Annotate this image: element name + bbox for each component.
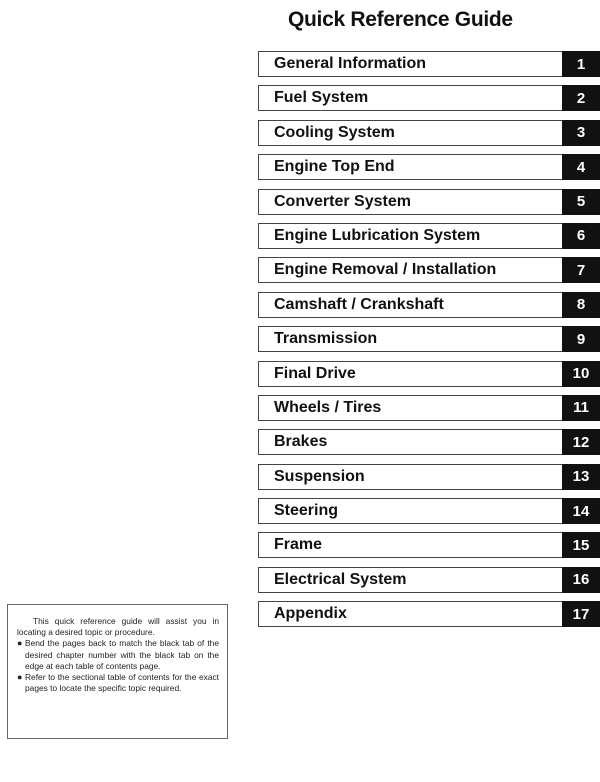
chapter-tab-number: 11 xyxy=(562,395,600,421)
chapter-row-final-drive[interactable] xyxy=(258,361,600,387)
chapter-label: Appendix xyxy=(258,601,562,627)
chapter-row-steering[interactable] xyxy=(258,498,600,524)
chapter-row-suspension[interactable] xyxy=(258,464,600,490)
usage-note-bullet xyxy=(17,672,219,694)
usage-note-bullet-text: Bend the pages back to match the black tab of the desired chapter number with the black tab on the edge at each table of contents page. xyxy=(25,638,219,671)
usage-note-intro: This quick reference guide will assist you in locating a desired topic or procedure. xyxy=(17,616,219,638)
chapter-tab-number: 16 xyxy=(562,567,600,593)
chapter-tab-number: 1 xyxy=(562,51,600,77)
chapter-row-wheels-tires[interactable] xyxy=(258,395,600,421)
chapter-tab-number: 12 xyxy=(562,429,600,455)
chapter-row-engine-lubrication-system[interactable] xyxy=(258,223,600,249)
chapter-label: Cooling System xyxy=(258,120,562,146)
chapter-tab-number: 17 xyxy=(562,601,600,627)
chapter-row-general-information[interactable] xyxy=(258,51,600,77)
chapter-label: Final Drive xyxy=(258,361,562,387)
chapter-row-cooling-system[interactable] xyxy=(258,120,600,146)
chapter-tab-number: 14 xyxy=(562,498,600,524)
bullet-icon: ● xyxy=(17,638,23,649)
chapter-label: Engine Removal / Installation xyxy=(258,257,562,283)
chapter-label: Frame xyxy=(258,532,562,558)
chapter-tab-number: 8 xyxy=(562,292,600,318)
chapter-row-fuel-system[interactable] xyxy=(258,85,600,111)
chapter-row-electrical-system[interactable] xyxy=(258,567,600,593)
chapter-label: Engine Lubrication System xyxy=(258,223,562,249)
chapter-label: Brakes xyxy=(258,429,562,455)
chapter-tab-number: 3 xyxy=(562,120,600,146)
chapter-row-converter-system[interactable] xyxy=(258,189,600,215)
chapter-tab-number: 13 xyxy=(562,464,600,490)
chapter-tab-number: 7 xyxy=(562,257,600,283)
chapter-row-appendix[interactable] xyxy=(258,601,600,627)
chapter-tab-number: 2 xyxy=(562,85,600,111)
chapter-label: Suspension xyxy=(258,464,562,490)
usage-note-bullet-text: Refer to the sectional table of contents for the exact pages to locate the specific topic required. xyxy=(25,672,219,694)
chapter-label: General Information xyxy=(258,51,562,77)
page-title: Quick Reference Guide xyxy=(288,8,513,31)
chapter-label: Electrical System xyxy=(258,567,562,593)
chapter-row-engine-top-end[interactable] xyxy=(258,154,600,180)
chapter-label: Steering xyxy=(258,498,562,524)
chapter-tab-number: 4 xyxy=(562,154,600,180)
chapter-label: Engine Top End xyxy=(258,154,562,180)
chapter-label: Converter System xyxy=(258,189,562,215)
chapter-row-frame[interactable] xyxy=(258,532,600,558)
chapter-row-transmission[interactable] xyxy=(258,326,600,352)
chapter-tab-number: 5 xyxy=(562,189,600,215)
chapter-label: Wheels / Tires xyxy=(258,395,562,421)
chapter-row-brakes[interactable] xyxy=(258,429,600,455)
chapter-label: Fuel System xyxy=(258,85,562,111)
chapter-label: Transmission xyxy=(258,326,562,352)
usage-note-bullet xyxy=(17,638,219,672)
chapter-tab-number: 9 xyxy=(562,326,600,352)
chapter-index xyxy=(258,51,600,636)
chapter-row-engine-removal-installation[interactable] xyxy=(258,257,600,283)
chapter-tab-number: 6 xyxy=(562,223,600,249)
chapter-tab-number: 10 xyxy=(562,361,600,387)
bullet-icon: ● xyxy=(17,672,23,683)
chapter-row-camshaft-crankshaft[interactable] xyxy=(258,292,600,318)
chapter-tab-number: 15 xyxy=(562,532,600,558)
chapter-label: Camshaft / Crankshaft xyxy=(258,292,562,318)
usage-note-box xyxy=(7,604,228,739)
